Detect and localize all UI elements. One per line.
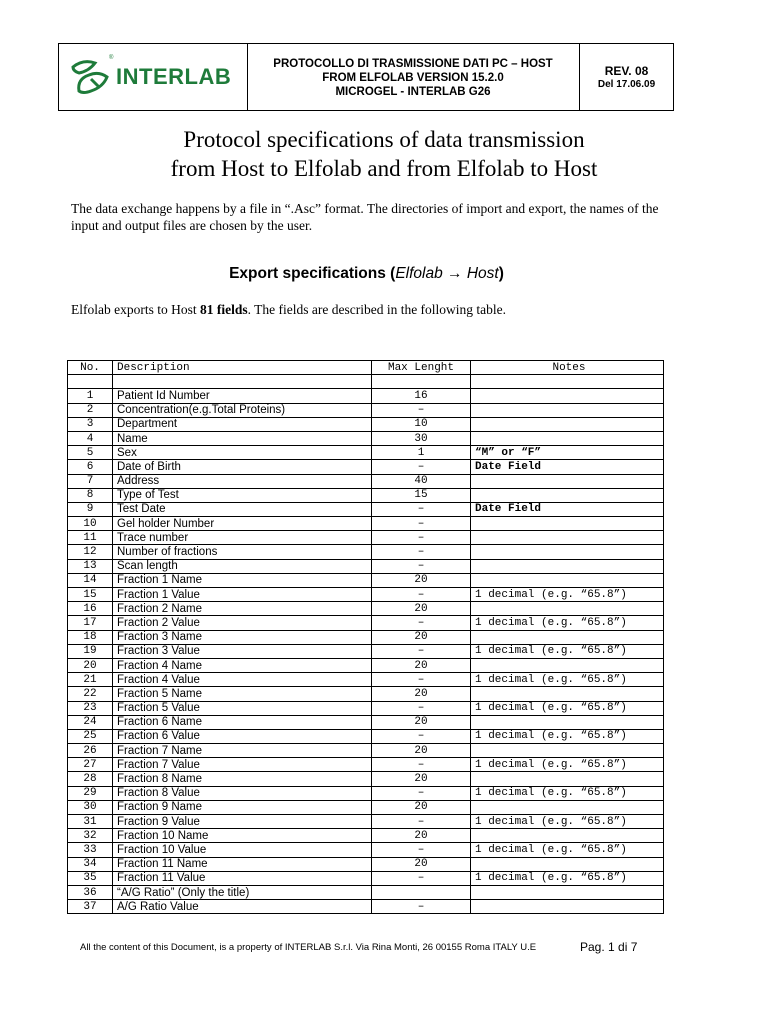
row-max-length: 20: [372, 800, 471, 814]
row-description: Fraction 6 Value: [113, 729, 372, 743]
row-number: 30: [68, 800, 113, 814]
row-max-length: –: [372, 843, 471, 857]
table-row: [68, 531, 664, 545]
row-max-length: 1: [372, 446, 471, 460]
row-description: Name: [113, 431, 372, 445]
row-number: 25: [68, 729, 113, 743]
row-notes: 1 decimal (e.g. “65.8”): [471, 815, 664, 829]
row-notes: 1 decimal (e.g. “65.8”): [471, 673, 664, 687]
table-row: [68, 871, 664, 885]
row-number: 10: [68, 517, 113, 531]
logo-registered-mark: ®: [109, 55, 114, 61]
header-title-line-1: PROTOCOLLO DI TRASMISSIONE DATI PC – HOST: [273, 58, 553, 70]
row-description: Fraction 1 Value: [113, 588, 372, 602]
table-row: [68, 658, 664, 672]
row-number: 13: [68, 559, 113, 573]
row-max-length: –: [372, 644, 471, 658]
table-row: [68, 885, 664, 899]
table-row: [68, 602, 664, 616]
row-number: 22: [68, 687, 113, 701]
row-number: 11: [68, 531, 113, 545]
table-row: [68, 545, 664, 559]
row-notes: 1 decimal (e.g. “65.8”): [471, 729, 664, 743]
section-heading-close: ): [498, 265, 504, 282]
row-notes: [471, 602, 664, 616]
table-row: [68, 829, 664, 843]
row-notes: 1 decimal (e.g. “65.8”): [471, 616, 664, 630]
row-description: Fraction 10 Value: [113, 843, 372, 857]
row-notes: 1 decimal (e.g. “65.8”): [471, 644, 664, 658]
row-number: 14: [68, 573, 113, 587]
document-header: [58, 43, 674, 111]
row-description: Fraction 7 Name: [113, 744, 372, 758]
table-row: [68, 573, 664, 587]
row-notes: [471, 559, 664, 573]
row-number: 33: [68, 843, 113, 857]
row-description: Fraction 4 Name: [113, 658, 372, 672]
table-row: [68, 644, 664, 658]
revision-cell: [580, 44, 673, 110]
row-description: Address: [113, 474, 372, 488]
row-number: 31: [68, 815, 113, 829]
row-notes: [471, 857, 664, 871]
row-description: Fraction 7 Value: [113, 758, 372, 772]
table-row: [68, 729, 664, 743]
revision: REV. 08: [604, 64, 649, 78]
row-description: Gel holder Number: [113, 517, 372, 531]
row-max-length: 20: [372, 630, 471, 644]
row-description: Date of Birth: [113, 460, 372, 474]
row-description: Fraction 4 Value: [113, 673, 372, 687]
row-description: Test Date: [113, 502, 372, 516]
row-notes: 1 decimal (e.g. “65.8”): [471, 843, 664, 857]
row-description: Concentration(e.g.Total Proteins): [113, 403, 372, 417]
row-description: Department: [113, 417, 372, 431]
row-max-length: 30: [372, 431, 471, 445]
table-row: [68, 488, 664, 502]
row-description: Fraction 10 Name: [113, 829, 372, 843]
row-description: A/G Ratio Value: [113, 900, 372, 914]
row-notes: [471, 687, 664, 701]
section-heading-bold: Export specifications (: [229, 265, 396, 282]
row-description: Fraction 3 Name: [113, 630, 372, 644]
header-title-line-2: FROM ELFOLAB VERSION 15.2.0: [322, 72, 504, 84]
row-number: 19: [68, 644, 113, 658]
row-max-length: 40: [372, 474, 471, 488]
revision-date: Del 17.06.09: [597, 79, 656, 90]
row-number: 5: [68, 446, 113, 460]
row-number: 9: [68, 502, 113, 516]
table-row: [68, 673, 664, 687]
row-number: 6: [68, 460, 113, 474]
row-max-length: –: [372, 460, 471, 474]
table-row: [68, 786, 664, 800]
row-notes: [471, 900, 664, 914]
row-notes: 1 decimal (e.g. “65.8”): [471, 701, 664, 715]
table-row: [68, 403, 664, 417]
row-notes: 1 decimal (e.g. “65.8”): [471, 786, 664, 800]
row-max-length: –: [372, 502, 471, 516]
row-notes: [471, 474, 664, 488]
exports-pre: Elfolab exports to Host: [71, 302, 200, 317]
row-max-length: –: [372, 517, 471, 531]
header-title-line-3: MICROGEL - INTERLAB G26: [335, 86, 491, 98]
table-row: [68, 431, 664, 445]
table-row: [68, 815, 664, 829]
row-description: Type of Test: [113, 488, 372, 502]
row-number: 27: [68, 758, 113, 772]
row-max-length: 20: [372, 829, 471, 843]
row-notes: [471, 531, 664, 545]
spacer-cell: [471, 375, 664, 389]
row-description: Fraction 5 Name: [113, 687, 372, 701]
row-number: 37: [68, 900, 113, 914]
row-number: 8: [68, 488, 113, 502]
row-max-length: 20: [372, 573, 471, 587]
table-row: [68, 559, 664, 573]
row-number: 1: [68, 389, 113, 403]
row-notes: “M” or “F”: [471, 446, 664, 460]
row-notes: [471, 431, 664, 445]
row-number: 12: [68, 545, 113, 559]
row-max-length: –: [372, 673, 471, 687]
row-notes: 1 decimal (e.g. “65.8”): [471, 871, 664, 885]
row-number: 17: [68, 616, 113, 630]
row-description: Fraction 6 Name: [113, 715, 372, 729]
spacer-cell: [113, 375, 372, 389]
row-notes: [471, 630, 664, 644]
row-number: 34: [68, 857, 113, 871]
header-description: Description: [113, 361, 372, 375]
table-row: [68, 630, 664, 644]
table-row: [68, 857, 664, 871]
row-notes: Date Field: [471, 460, 664, 474]
exports-post: . The fields are described in the following table.: [247, 302, 507, 317]
row-description: Fraction 8 Name: [113, 772, 372, 786]
row-notes: [471, 389, 664, 403]
row-description: Fraction 2 Name: [113, 602, 372, 616]
table-row: [68, 474, 664, 488]
row-max-length: –: [372, 616, 471, 630]
header-no: No.: [68, 361, 113, 375]
row-notes: [471, 573, 664, 587]
row-description: “A/G Ratio” (Only the title): [113, 885, 372, 899]
row-max-length: –: [372, 758, 471, 772]
fields-table: [67, 360, 664, 914]
row-number: 36: [68, 885, 113, 899]
row-number: 15: [68, 588, 113, 602]
row-number: 20: [68, 658, 113, 672]
row-max-length: [372, 885, 471, 899]
row-notes: [471, 517, 664, 531]
table-row: [68, 446, 664, 460]
logo-text: INTERLAB: [116, 64, 232, 89]
row-max-length: –: [372, 786, 471, 800]
row-number: 29: [68, 786, 113, 800]
row-max-length: 20: [372, 715, 471, 729]
table-spacer-row: [68, 375, 664, 389]
section-heading: [0, 265, 733, 283]
title-line-2: from Host to Elfolab and from Elfolab to Host: [170, 156, 598, 181]
document-title: [0, 125, 768, 183]
row-number: 7: [68, 474, 113, 488]
row-max-length: –: [372, 559, 471, 573]
table-row: [68, 843, 664, 857]
row-description: Trace number: [113, 531, 372, 545]
row-description: Fraction 11 Value: [113, 871, 372, 885]
title-line-1: Protocol specifications of data transmission: [183, 127, 585, 152]
row-max-length: 20: [372, 687, 471, 701]
row-max-length: –: [372, 729, 471, 743]
header-max-length: Max Lenght: [372, 361, 471, 375]
row-notes: [471, 488, 664, 502]
table-row: [68, 616, 664, 630]
table-row: [68, 744, 664, 758]
row-notes: [471, 658, 664, 672]
intro-paragraph: The data exchange happens by a file in “.Asc” format. The directories of import and export, the names of the input and output files are chosen by the user.: [71, 201, 659, 233]
row-notes: 1 decimal (e.g. “65.8”): [471, 758, 664, 772]
row-max-length: –: [372, 871, 471, 885]
row-notes: 1 decimal (e.g. “65.8”): [471, 588, 664, 602]
header-title: [247, 44, 580, 110]
table-row: [68, 758, 664, 772]
row-max-length: 20: [372, 772, 471, 786]
row-number: 18: [68, 630, 113, 644]
row-description: Fraction 8 Value: [113, 786, 372, 800]
spacer-cell: [372, 375, 471, 389]
row-notes: [471, 885, 664, 899]
table-row: [68, 715, 664, 729]
table-row: [68, 900, 664, 914]
spacer-cell: [68, 375, 113, 389]
table-row: [68, 701, 664, 715]
row-notes: [471, 800, 664, 814]
row-number: 16: [68, 602, 113, 616]
row-description: Scan length: [113, 559, 372, 573]
row-max-length: 10: [372, 417, 471, 431]
row-number: 28: [68, 772, 113, 786]
row-number: 35: [68, 871, 113, 885]
row-number: 3: [68, 417, 113, 431]
row-max-length: –: [372, 815, 471, 829]
table-row: [68, 502, 664, 516]
header-notes: Notes: [471, 361, 664, 375]
row-max-length: –: [372, 900, 471, 914]
row-notes: [471, 417, 664, 431]
row-max-length: –: [372, 531, 471, 545]
exports-paragraph: [71, 302, 506, 318]
row-description: Fraction 3 Value: [113, 644, 372, 658]
exports-count: 81 fields: [199, 302, 248, 317]
row-description: Fraction 2 Value: [113, 616, 372, 630]
row-number: 4: [68, 431, 113, 445]
row-description: Sex: [113, 446, 372, 460]
fields-table-body: [68, 361, 664, 914]
row-description: Fraction 9 Name: [113, 800, 372, 814]
table-header-row: [68, 361, 664, 375]
row-notes: [471, 715, 664, 729]
row-notes: [471, 744, 664, 758]
row-max-length: 15: [372, 488, 471, 502]
table-row: [68, 588, 664, 602]
row-number: 23: [68, 701, 113, 715]
page-number: Pag. 1 di 7: [580, 940, 638, 954]
row-max-length: 20: [372, 658, 471, 672]
table-row: [68, 687, 664, 701]
row-description: Fraction 9 Value: [113, 815, 372, 829]
row-notes: [471, 403, 664, 417]
row-description: Patient Id Number: [113, 389, 372, 403]
table-row: [68, 800, 664, 814]
row-description: Fraction 1 Name: [113, 573, 372, 587]
row-notes: [471, 829, 664, 843]
row-max-length: 16: [372, 389, 471, 403]
table-row: [68, 417, 664, 431]
interlab-logo-icon: [69, 57, 113, 97]
table-row: [68, 772, 664, 786]
row-max-length: –: [372, 403, 471, 417]
row-max-length: –: [372, 701, 471, 715]
row-number: 24: [68, 715, 113, 729]
table-row: [68, 517, 664, 531]
row-number: 32: [68, 829, 113, 843]
row-description: Fraction 5 Value: [113, 701, 372, 715]
row-notes: [471, 772, 664, 786]
row-max-length: –: [372, 545, 471, 559]
row-max-length: 20: [372, 744, 471, 758]
section-heading-italic: Elfolab → Host: [395, 265, 499, 282]
row-max-length: –: [372, 588, 471, 602]
table-row: [68, 389, 664, 403]
footer-copyright: All the content of this Document, is a property of INTERLAB S.r.l. Via Rina Monti, 26 00155 Roma ITALY U.E: [80, 942, 537, 953]
row-notes: [471, 545, 664, 559]
row-max-length: 20: [372, 602, 471, 616]
table-row: [68, 460, 664, 474]
row-number: 21: [68, 673, 113, 687]
row-max-length: 20: [372, 857, 471, 871]
row-description: Fraction 11 Name: [113, 857, 372, 871]
logo: [59, 44, 248, 110]
row-description: Number of fractions: [113, 545, 372, 559]
row-number: 26: [68, 744, 113, 758]
row-notes: Date Field: [471, 502, 664, 516]
row-number: 2: [68, 403, 113, 417]
